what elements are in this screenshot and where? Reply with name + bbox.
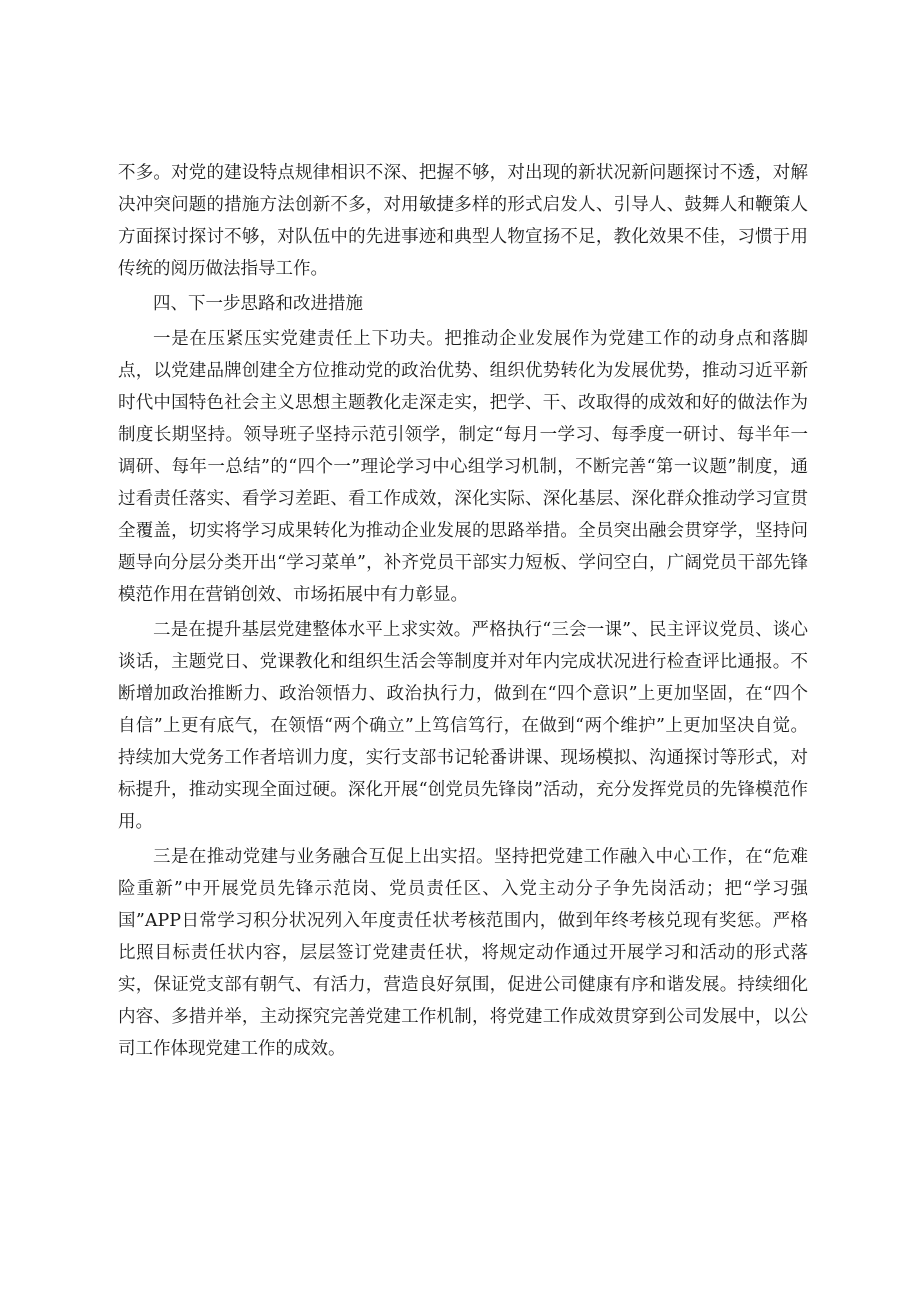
paragraph-measure-3: 三是在推动党建与业务融合互促上出实招。坚持把党建工作融入中心工作，在“危难险重新”中开展党员先锋示范岗、党员责任区、入党主动分子争先岗活动；把“学习强国”APP日常学习积分状况列入年度责任状考核范围内，做到年终考核兑现有奖惩。严格比照目标责任状内容，层层签订党建责任状，将规定动作通过开展学习和活动的形式落实，保证党支部有朝气、有活力，营造良好氛围，促进公司健康有序和谐发展。持续细化内容、多措并举，主动探究完善党建工作机制，将党建工作成效贯穿到公司发展中，以公司工作体现党建工作的成效。 xyxy=(118,847,808,1059)
paragraph-measure-2: 二是在提升基层党建整体水平上求实效。严格执行“三会一课”、民主评议党员、谈心谈话，主题党日、党课教化和组织生活会等制度并对年内完成状况进行检查评比通报。不断增加政治推断力、政治领悟力、政治执行力，做到在“四个意识”上更加坚固，在“四个自信”上更有底气，在领悟“两个确立”上笃信笃行，在做到“两个维护”上更加坚决自觉。持续加大党务工作者培训力度，实行支部书记轮番讲课、现场模拟、沟通探讨等形式，对标提升，推动实现全面过硬。深化开展“创党员先锋岗”活动，充分发挥党员的先锋模范作用。 xyxy=(118,620,808,832)
document-body xyxy=(118,157,808,1068)
paragraph-measure-1: 一是在压紧压实党建责任上下功夫。把推动企业发展作为党建工作的动身点和落脚点，以党建品牌创建全方位推动党的政治优势、组织优势转化为发展优势，推动习近平新时代中国特色社会主义思想主题教化走深走实，把学、干、改取得的成效和好的做法作为制度长期坚持。领导班子坚持示范引领学，制定“每月一学习、每季度一研讨、每半年一调研、每年一总结”的“四个一”理论学习中心组学习机制，不断完善“第一议题”制度，通过看责任落实、看学习差距、看工作成效，深化实际、深化基层、深化群众推动学习宣贯全覆盖，切实将学习成果转化为推动企业发展的思路举措。全员突出融会贯穿学，坚持问题导向分层分类开出“学习菜单”，补齐党员干部实力短板、学问空白，广阔党员干部先锋模范作用在营销创效、市场拓展中有力彰显。 xyxy=(118,329,808,605)
section-heading: 四、下一步思路和改进措施 xyxy=(153,294,363,314)
paragraph-continuation: 不多。对党的建设特点规律相识不深、把握不够，对出现的新状况新问题探讨不透，对解决冲突问题的措施方法创新不多，对用敏捷多样的形式启发人、引导人、鼓舞人和鞭策人方面探讨探讨不够，对队伍中的先进事迹和典型人物宣扬不足，教化效果不佳，习惯于用传统的阅历做法指导工作。 xyxy=(118,163,808,279)
